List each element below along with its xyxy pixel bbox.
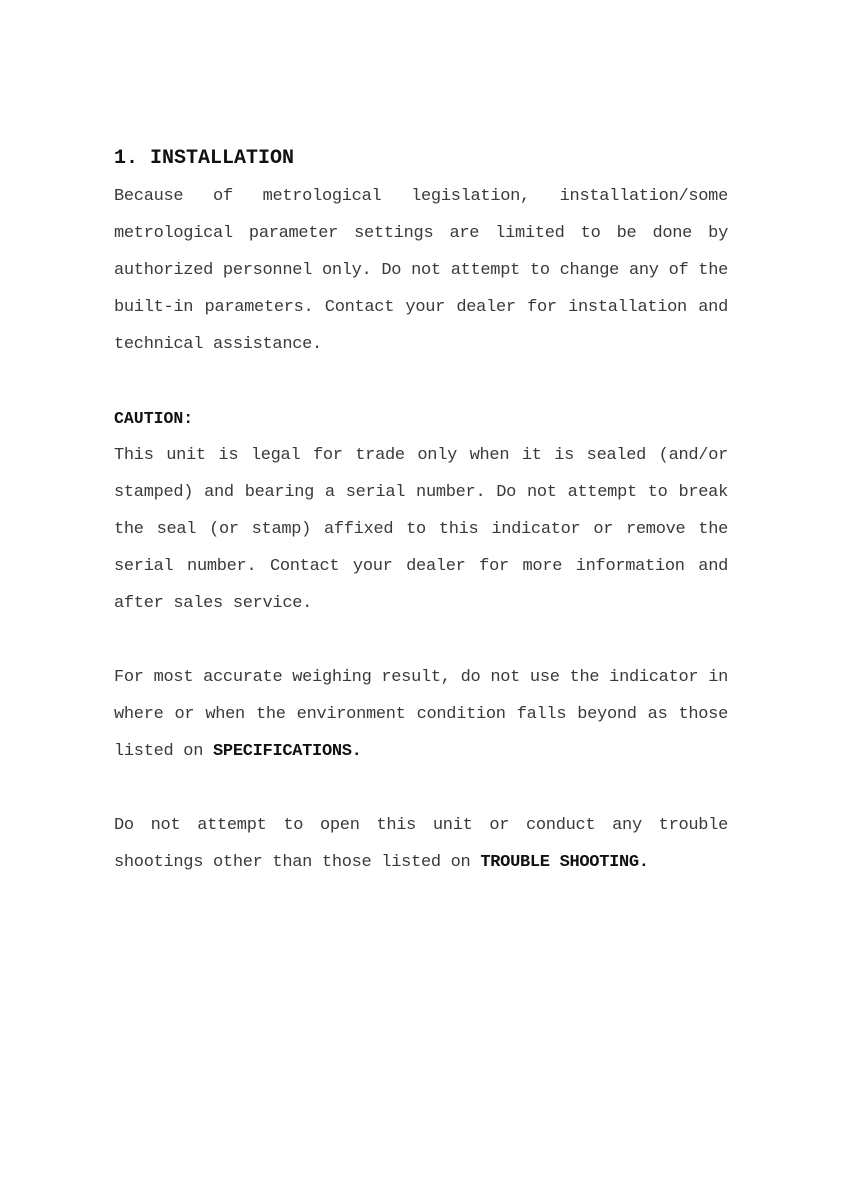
section-title: INSTALLATION <box>150 147 295 170</box>
trouble-shooting-reference: TROUBLE SHOOTING. <box>480 853 649 872</box>
trouble-paragraph <box>114 807 728 881</box>
spacer <box>114 363 728 400</box>
section-heading <box>114 146 728 172</box>
environment-paragraph <box>114 659 728 770</box>
section-number: 1. <box>114 147 139 170</box>
installation-paragraph: Because of metrological legislation, installation/some metrological parameter settings are limited to be done by authorized personnel only. Do not attempt to change any of the built-in parameters. Contact your dealer for installation and technical assistance. <box>114 187 728 354</box>
document-page <box>114 146 728 881</box>
caution-paragraph: This unit is legal for trade only when it is sealed (and/or stamped) and bearing a serial number. Do not attempt to break the seal (or stamp) affixed to this indicator or remove the serial number. Contact your dealer for more information and after sales service. <box>114 446 728 613</box>
environment-text: For most accurate weighing result, do not use the indicator in where or when the environment condition falls beyond as those listed on <box>114 668 728 761</box>
spacer <box>114 622 728 659</box>
specifications-reference: SPECIFICATIONS. <box>213 742 362 761</box>
spacer <box>114 770 728 807</box>
trouble-text: Do not attempt to open this unit or conduct any trouble shootings other than those listed on <box>114 816 728 872</box>
caution-label: CAUTION: <box>114 409 194 428</box>
